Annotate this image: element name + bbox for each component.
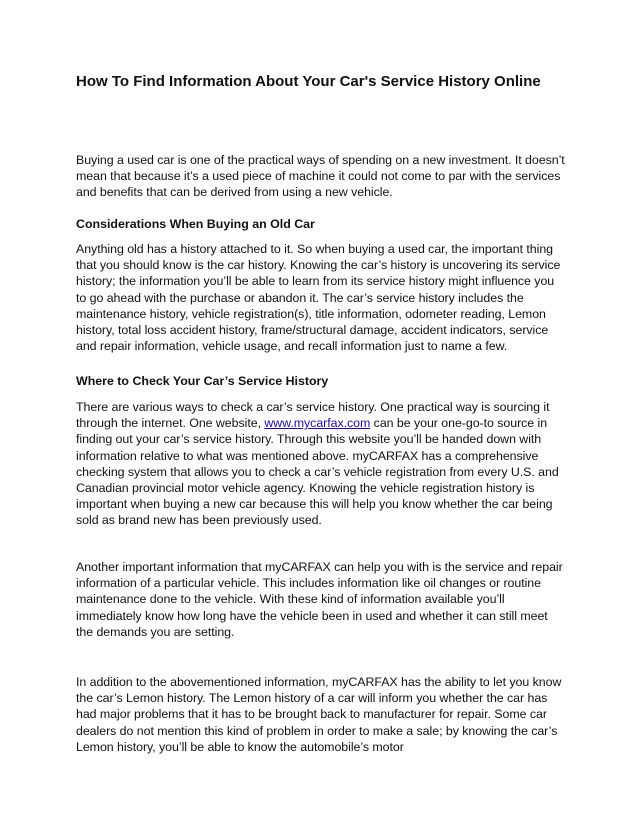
document-title: How To Find Information About Your Car's Service History Online — [76, 73, 541, 90]
mycarfax-link[interactable]: www.mycarfax.com — [264, 416, 371, 431]
considerations-paragraph: Anything old has a history attached to it. So when buying a used car, the important thing that you should know is the car history. Knowing the car’s history is uncovering its service history; the information you’ll be able to learn from its service history might influence you to go ahead with the purchase or abandon it. The car’s service history includes the maintenance history, vehicle registration(s), title information, odometer reading, Lemon history, total loss accident history, frame/structural damage, accident indicators, service and repair information, vehicle usage, and recall information just to name a few. — [76, 242, 561, 354]
intro-paragraph: Buying a used car is one of the practical ways of spending on a new investment. It doesn’t mean that because it’s a used piece of machine it could not come to par with the services and benefits that can be derived from using a new vehicle. — [76, 153, 565, 200]
lemon-history-paragraph: In addition to the abovementioned information, myCARFAX has the ability to let you know the car’s Lemon history. The Lemon history of a car will inform you whether the car has had major problems that it has to be brought back to manufacturer for repair. Some car dealers do not mention this kind of problem in order to make a sale; by knowing the car’s Lemon history, you’ll be able to know the automobile’s motor — [76, 675, 562, 754]
section-heading-considerations: Considerations When Buying an Old Car — [76, 217, 315, 231]
paragraph-text-before-link: There are various ways to check a car’s service history. One practical way is sourcing it through the internet. One website, — [76, 400, 550, 431]
service-repair-paragraph: Another important information that myCARFAX can help you with is the service and repair information of a particular vehicle. This includes information like oil changes or routine maintenance done to the vehicle. With these kind of information available you’ll immediately know how long have the vehicle been in used and whether it can still meet the demands you are setting. — [76, 560, 563, 639]
paragraph-text-after-link: can be your one-go-to source in finding out your car’s service history. Through this website you’ll be handed down with information relative to what was mentioned above. myCARFAX has a comprehensive checking system that allows you to check a car’s vehicle registration from every U.S. and Canadian provincial motor vehicle agency. Knowing the vehicle registration history is important when buying a new car because this will help you know whether the car being sold as brand new has been previously used. — [76, 416, 559, 528]
document-page — [76, 72, 566, 754]
section-heading-where-to-check: Where to Check Your Car’s Service History — [76, 374, 329, 388]
where-to-check-paragraph — [76, 399, 566, 529]
